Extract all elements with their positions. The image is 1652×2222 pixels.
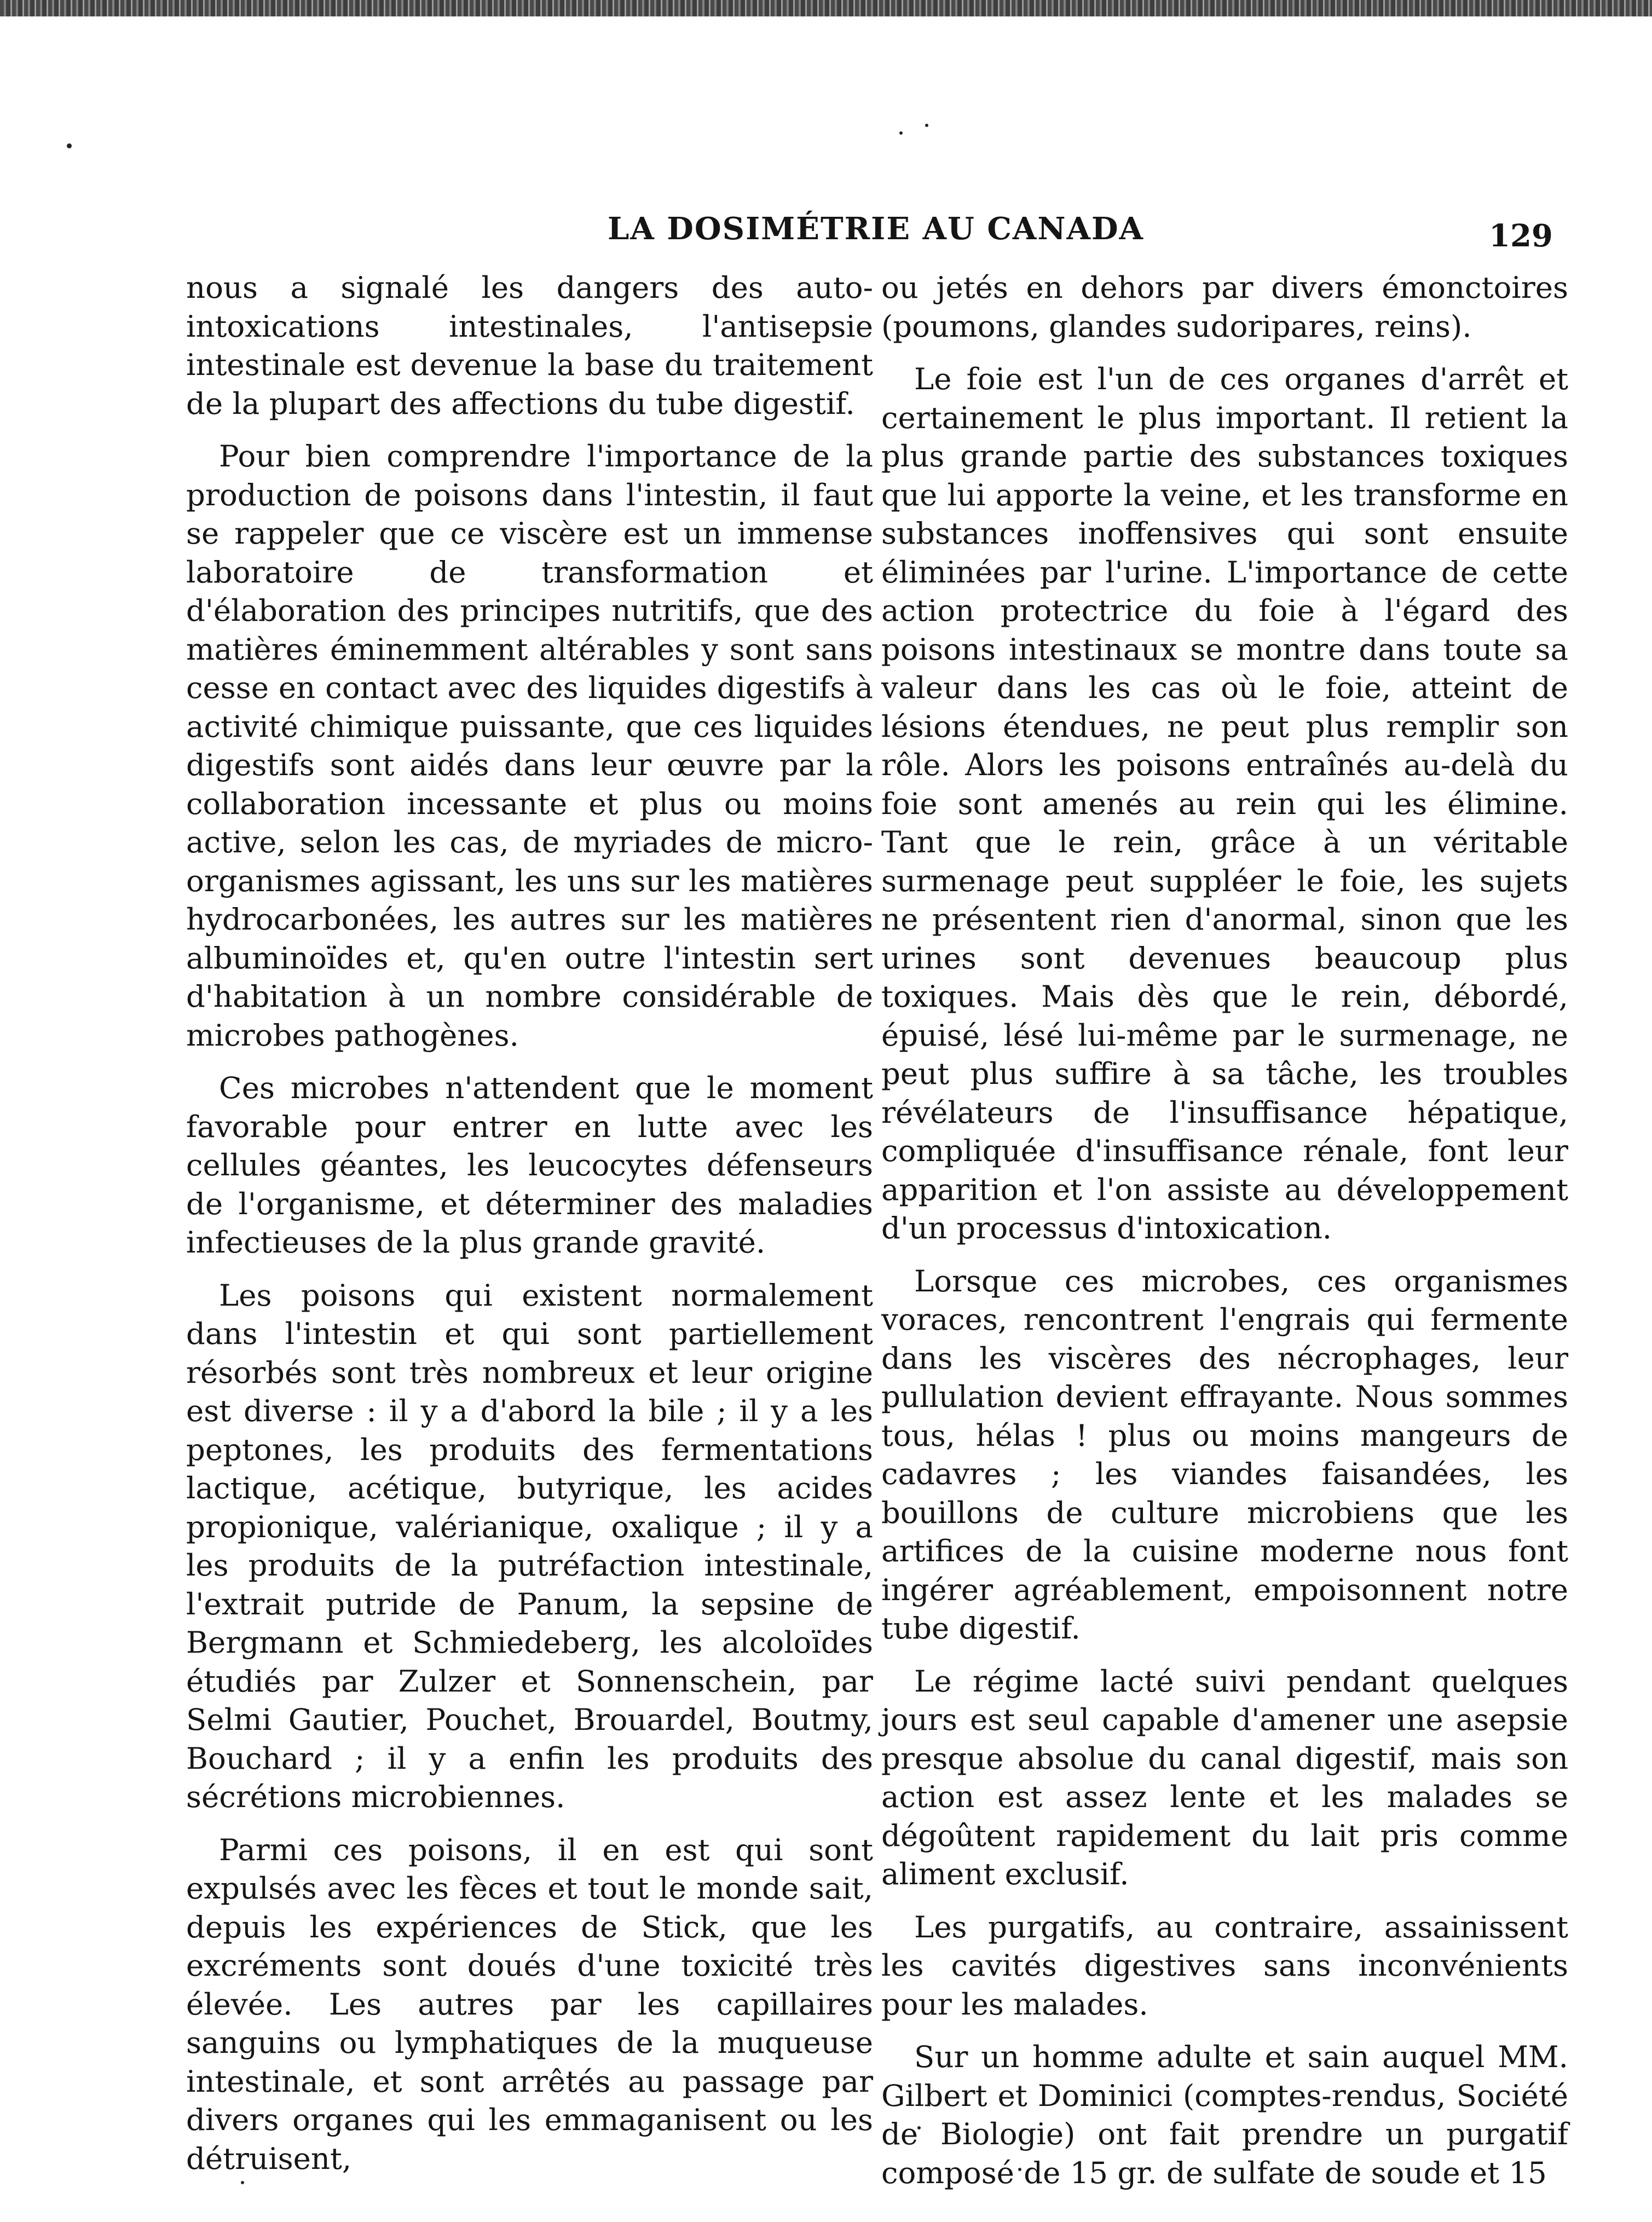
paragraph: Pour bien comprendre l'importance de la production de poisons dans l'intestin, il faut se rappeler que ce viscère est un immense laboratoire de transformation et d'élaboration des principes nutritifs, que des matières éminemment altérables y sont sans cesse en contact avec des liquides digestifs à activité chimique puissante, que ces liquides digestifs sont aidés dans leur œuvre par la collaboration incessante et plus ou moins active, selon les cas, de myriades de micro-organismes agissant, les uns sur les matières hydrocarbonées, les autres sur les matières albuminoïdes et, qu'en outre l'intestin sert d'habitation à un nombre considérable de microbes pathogènes. [186, 438, 873, 1053]
paragraph: Le régime lacté suivi pendant quelques jours est seul capable d'amener une asepsie presque absolue du canal digestif, mais son action est assez lente et les malades se dégoûtent rapidement du lait pris comme aliment exclusif. [881, 1663, 1568, 1891]
paragraph: Sur un homme adulte et sain auquel MM. Gilbert et Dominici (comptes-rendus, Société de Biologie) ont fait prendre un purgatif composé de 15 gr. de sulfate de soude et 15 [881, 2039, 1568, 2190]
scan-edge-artifact [0, 0, 1652, 16]
paragraph: Parmi ces poisons, il en est qui sont expulsés avec les fèces et tout le monde sait, depuis les expériences de Stick, que les excréments sont doués d'une toxicité très élevée. Les autres par les capillaires sanguins ou lymphatiques de la muqueuse intestinale, et sont arrêtés au passage par divers organes qui les emmaganisent ou les détruisent, [186, 1832, 873, 2176]
paragraph: Ces microbes n'attendent que le moment favorable pour entrer en lutte avec les cellules géantes, les leucocytes défenseurs de l'organisme, et déterminer des maladies infectieuses de la plus grande gravité. [186, 1070, 873, 1260]
paragraph: Le foie est l'un de ces organes d'arrêt et certainement le plus important. Il retient la plus grande partie des substances toxiques que lui apporte la veine, et les transforme en substances inoffensives qui sont ensuite éliminées par l'urine. L'importance de cette action protectrice du foie à l'égard des poisons intestinaux se montre dans toute sa valeur dans les cas où le foie, atteint de lésions étendues, ne peut plus remplir son rôle. Alors les poisons entraînés au-delà du foie sont amenés au rein qui les élimine. Tant que le rein, grâce à un véritable surmenage peut suppléer le foie, les sujets ne présentent rien d'anormal, sinon que les urines sont devenues beaucoup plus toxiques. Mais dès que le rein, débordé, épuisé, lésé lui-même par le surmenage, ne peut plus suffire à sa tâche, les troubles révélateurs de l'insuffisance hépatique, compliquée d'insuffisance rénale, font leur apparition et l'on assiste au développement d'un processus d'intoxication. [881, 361, 1568, 1245]
paragraph: Les poisons qui existent normalement dans l'intestin et qui sont partiellement résorbés sont très nombreux et leur origine est diverse : il y a d'abord la bile ; il y a les peptones, les produits des fermentations lactique, acétique, butyrique, les acides propionique, valérianique, oxalique ; il y a les produits de la putréfaction intestinale, l'extrait putride de Panum, la sepsine de Bergmann et Schmiedeberg, les alcoloïdes étudiés par Zulzer et Sonnenschein, par Selmi Gautier, Pouchet, Brouardel, Boutmy, Bouchard ; il y a enfin les produits des sécrétions microbiennes. [186, 1277, 873, 1814]
scan-speck [241, 2181, 244, 2184]
paragraph: nous a signalé les dangers des auto-intoxications intestinales, l'antisepsie intestinale est devenue la base du traitement de la plupart des affections du tube digestif. [186, 270, 873, 421]
left-column [186, 268, 873, 2176]
right-column [881, 268, 1568, 2190]
paragraph: Lorsque ces microbes, ces organismes voraces, rencontrent l'engrais qui fermente dans les viscères des nécrophages, leur pullulation devient effrayante. Nous sommes tous, hélas ! plus ou moins mangeurs de cadavres ; les viandes faisandées, les bouillons de culture microbiens que les artifices de la cuisine moderne nous font ingérer agréablement, empoisonnent notre tube digestif. [881, 1263, 1568, 1646]
running-header: LA DOSIMÉTRIE AU CANADA [607, 211, 1144, 247]
paragraph: Les purgatifs, au contraire, assainissent les cavités digestives sans inconvénients pour les malades. [881, 1909, 1568, 2022]
scan-speck [67, 143, 72, 148]
page-number: 129 [1489, 218, 1553, 254]
scan-speck [899, 131, 903, 135]
paragraph: ou jetés en dehors par divers émonctoires (poumons, glandes sudoripares, reins). [881, 270, 1568, 344]
scan-speck [925, 124, 928, 127]
